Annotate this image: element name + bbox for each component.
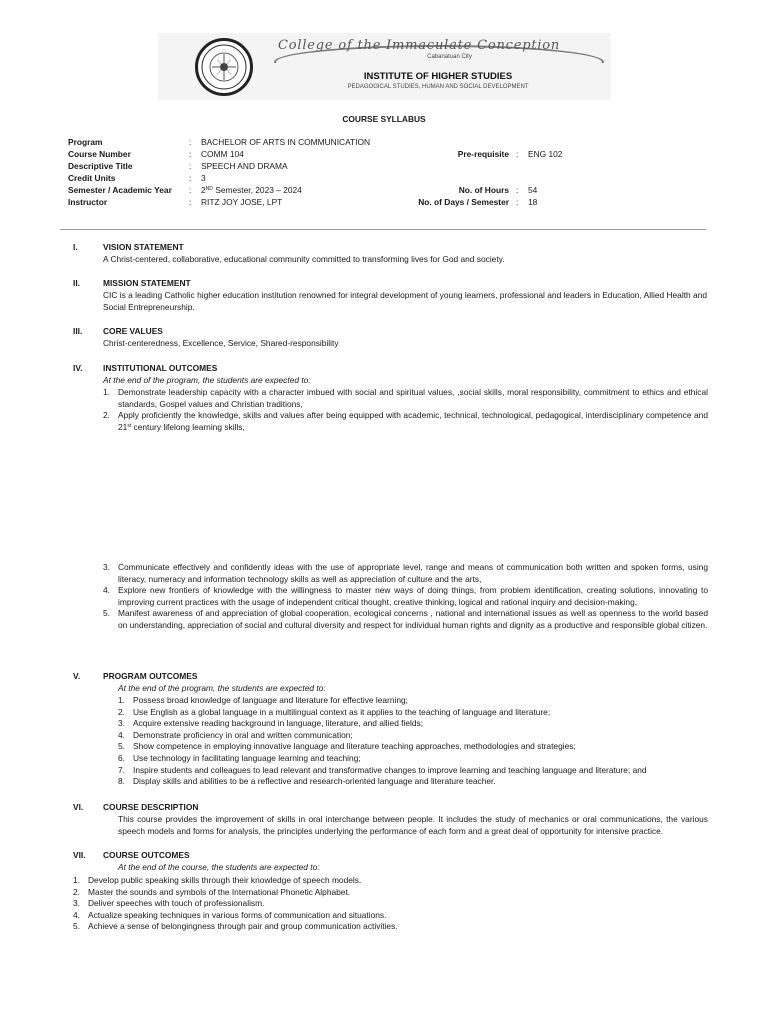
semester-label: Semester / Academic Year (68, 185, 172, 195)
seal-emblem-icon (198, 41, 250, 93)
list-item: 5. Show competence in employing innovative language and literature teaching approaches, methodologies and strategies; (118, 741, 576, 752)
list-item: 4. Actualize speaking techniques in various forms of communication and situations. (73, 909, 387, 920)
list-item: 2. Master the sounds and symbols of the International Phonetic Alphabet. (73, 886, 351, 897)
list-item: 3. Communicate effectively and confidently ideas with the use of appropriate level, range and means of communication both written and spoken forms, using literacy, numeracy and information technology skills as well as appreciation of culture and the arts, (103, 562, 708, 584)
college-city: Cabanatuan City (427, 54, 472, 60)
colon: : (189, 149, 192, 159)
descriptive-title-label: Descriptive Title (68, 161, 133, 171)
list-item: 4. Explore new frontiers of knowledge with the willingness to master new ways of doing things, from problem identification, creating solutions, innovating to improving current practices with the usage of independent critical thought, creative thinking, logical and rational inquiry and decision-making, (103, 585, 708, 607)
program-label: Program (68, 137, 103, 147)
colon: : (189, 173, 192, 183)
course-number-value: COMM 104 (201, 149, 244, 159)
list-item: 1. Develop public speaking skills through their knowledge of speech models. (73, 875, 362, 885)
prerequisite-value: ENG 102 (528, 149, 563, 159)
section-title-core-values: CORE VALUES (103, 326, 163, 336)
vision-text: A Christ-centered, collaborative, educational community committed to transforming lives for God and society. (103, 254, 505, 264)
section-number: V. (73, 671, 81, 681)
list-item: 8. Display skills and abilities to be a reflective and research-oriented language and literature teacher. (118, 776, 496, 787)
colon: : (516, 197, 519, 207)
institutional-intro: At the end of the program, the students are expected to: (103, 375, 311, 385)
institute-name: INSTITUTE OF HIGHER STUDIES (363, 71, 513, 82)
section-number: VII. (73, 850, 86, 860)
section-title-course-outcomes: COURSE OUTCOMES (103, 850, 190, 860)
college-seal-logo (195, 38, 253, 96)
list-item: 3. Acquire extensive reading background in language, literature, and allied fields; (118, 718, 424, 729)
divider (60, 229, 706, 230)
course-description-text: This course provides the improvement of skills in oral interchange between people. It includes the study of mechanics or oral communications, the various speech models and forms for analysis, the principles underlying the performance of each form and a great deal of opportunity for intensive practice. (118, 814, 708, 836)
list-item: 2. Use English as a global language in a multilingual context as it applies to the teaching of language and literature; (118, 706, 551, 717)
program-value: BACHELOR OF ARTS IN COMMUNICATION (201, 137, 371, 147)
institutional-outcomes-list (103, 387, 708, 433)
program-intro: At the end of the program, the students are expected to: (118, 683, 326, 693)
section-title-course-description: COURSE DESCRIPTION (103, 802, 199, 812)
list-item: 1. Possess broad knowledge of language and literature for effective learning; (118, 695, 409, 705)
section-number: II. (73, 278, 80, 288)
list-item: 5. Achieve a sense of belongingness through pair and group communication activities. (73, 921, 398, 932)
prerequisite-label: Pre-requisite (457, 149, 509, 159)
list-item: 6. Use technology in facilitating language learning and teaching; (118, 752, 361, 763)
descriptive-title-value: SPEECH AND DRAMA (201, 161, 288, 171)
list-item: 7. Inspire students and colleagues to lead relevant and transformative changes to improve learning and teaching language and literature; and (118, 764, 647, 775)
instructor-value: RITZ JOY JOSE, LPT (201, 197, 283, 207)
institute-subtitle: PEDAGOGICAL STUDIES, HUMAN AND SOCIAL DEVELOPMENT (347, 84, 529, 90)
colon: : (189, 197, 192, 207)
section-number: VI. (73, 802, 84, 812)
colon: : (189, 137, 192, 147)
credit-units-value: 3 (201, 173, 206, 183)
college-name: College of the Immaculate Conception (278, 38, 561, 53)
section-title-institutional-outcomes: INSTITUTIONAL OUTCOMES (103, 363, 218, 373)
course-number-label: Course Number (68, 149, 131, 159)
core-values-text: Christ-centeredness, Excellence, Service, Shared-responsibility (103, 338, 339, 348)
list-item: 2. Apply proficiently the knowledge, skills and values after being equipped with academic, technical, technological, pedagogical, interdisciplinary competence and 21st century lifelong learning skills, (103, 410, 708, 432)
section-number: IV. (73, 363, 83, 373)
colon: : (516, 185, 519, 195)
section-title-mission: MISSION STATEMENT (103, 278, 191, 288)
page-title: COURSE SYLLABUS (342, 114, 426, 124)
list-item: 3. Deliver speeches with touch of professionalism. (73, 898, 265, 909)
list-item: 1. Demonstrate leadership capacity with a character imbued with social and spiritual values, ,social skills, moral responsibility, commitment to ethics and ethical standards, Gospel values and Christian traditions, (103, 387, 708, 409)
section-number: III. (73, 326, 83, 336)
course-outcomes-list (73, 875, 633, 933)
colon: : (189, 185, 192, 195)
list-item: 4. Demonstrate proficiency in oral and written communication; (118, 729, 353, 740)
section-number: I. (73, 242, 78, 252)
course-outcomes-intro: At the end of the course, the students are expected to: (118, 862, 320, 872)
program-outcomes-list (118, 695, 708, 788)
header-banner (158, 33, 611, 100)
days-value: 18 (528, 197, 538, 207)
hours-label: No. of Hours (458, 185, 509, 195)
colon: : (189, 161, 192, 171)
credit-units-label: Credit Units (68, 173, 116, 183)
colon: : (516, 149, 519, 159)
semester-value: 2ND Semester, 2023 – 2024 (201, 185, 302, 195)
list-item: 5. Manifest awareness of and appreciation of global cooperation, ecological concerns , national and international issues as well as openness to the world based on understanding, appreciation of social and cultural diversity and respect for individual human rights and dignity as a productive and responsible global citizen. (103, 608, 708, 630)
instructor-label: Instructor (68, 197, 108, 207)
section-title-program-outcomes: PROGRAM OUTCOMES (103, 671, 198, 681)
mission-text: CIC is a leading Catholic higher education institution renowned for integral development of young learners, professional and leaders in Education, Allied Health and Social Entrepreneurship. (103, 290, 707, 312)
institutional-outcomes-list-continued (103, 562, 708, 632)
days-label: No. of Days / Semester (418, 197, 509, 207)
section-title-vision: VISION STATEMENT (103, 242, 184, 252)
hours-value: 54 (528, 185, 538, 195)
